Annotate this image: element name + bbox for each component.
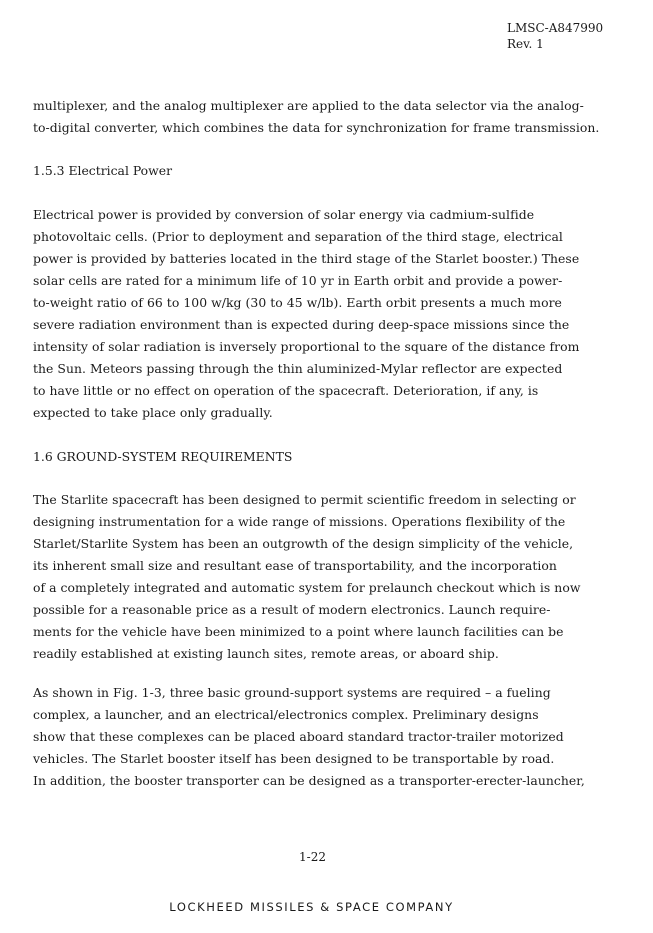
text-line: designing instrumentation for a wide range of missions. Operations flexibility of the (33, 514, 566, 529)
ground-system-paragraph-1 (33, 489, 633, 665)
ground-system-paragraph-2 (33, 682, 633, 792)
electrical-power-paragraph (33, 204, 633, 424)
document-id (507, 20, 603, 52)
text-line: readily established at existing launch sites, remote areas, or aboard ship. (33, 646, 499, 661)
text-line: severe radiation environment than is expected during deep-space missions since the (33, 317, 570, 332)
text-line: The Starlite spacecraft has been designed to permit scientific freedom in selecting or (33, 492, 576, 507)
text-line: to have little or no effect on operation of the spacecraft. Deterioration, if any, is (33, 383, 539, 398)
text-line: expected to take place only gradually. (33, 405, 273, 420)
text-line: multiplexer, and the analog multiplexer are applied to the data selector via the analog- (33, 98, 584, 113)
text-line: ments for the vehicle have been minimized to a point where launch facilities can be (33, 624, 564, 639)
text-line: to-weight ratio of 66 to 100 w/kg (30 to 45 w/lb). Earth orbit presents a much more (33, 295, 562, 310)
text-line: solar cells are rated for a minimum life of 10 yr in Earth orbit and provide a power- (33, 273, 563, 288)
text-line: In addition, the booster transporter can be designed as a transporter-erecter-launcher, (33, 773, 585, 788)
text-line: possible for a reasonable price as a result of modern electronics. Launch require- (33, 602, 551, 617)
text-line: power is provided by batteries located in the third stage of the Starlet booster.) These (33, 251, 580, 266)
text-line: intensity of solar radiation is inversely proportional to the square of the distance from (33, 339, 580, 354)
text-line: As shown in Fig. 1-3, three basic ground-support systems are required – a fueling (33, 685, 551, 700)
text-line: show that these complexes can be placed aboard standard tractor-trailer motorized (33, 729, 564, 744)
page-number: 1-22 (299, 850, 326, 864)
intro-paragraph (33, 95, 633, 139)
text-line: of a completely integrated and automatic system for prelaunch checkout which is now (33, 580, 581, 595)
text-line: to-digital converter, which combines the data for synchronization for frame transmission. (33, 120, 600, 135)
section-heading-ground-system: 1.6 GROUND-SYSTEM REQUIREMENTS (33, 449, 293, 464)
text-line: Starlet/Starlite System has been an outgrowth of the design simplicity of the vehicle, (33, 536, 574, 551)
section-heading-electrical-power: 1.5.3 Electrical Power (33, 163, 172, 178)
company-footer: LOCKHEED MISSILES & SPACE COMPANY (169, 900, 454, 914)
doc-number: LMSC-A847990 (507, 21, 604, 35)
text-line: Electrical power is provided by conversion of solar energy via cadmium-sulfide (33, 207, 535, 222)
text-line: its inherent small size and resultant ease of transportability, and the incorporation (33, 558, 557, 573)
text-line: vehicles. The Starlet booster itself has been designed to be transportable by road. (33, 751, 555, 766)
doc-revision: Rev. 1 (507, 37, 544, 51)
text-line: the Sun. Meteors passing through the thin aluminized-Mylar reflector are expected (33, 361, 563, 376)
text-line: complex, a launcher, and an electrical/electronics complex. Preliminary designs (33, 707, 539, 722)
text-line: photovoltaic cells. (Prior to deployment and separation of the third stage, electrical (33, 229, 563, 244)
